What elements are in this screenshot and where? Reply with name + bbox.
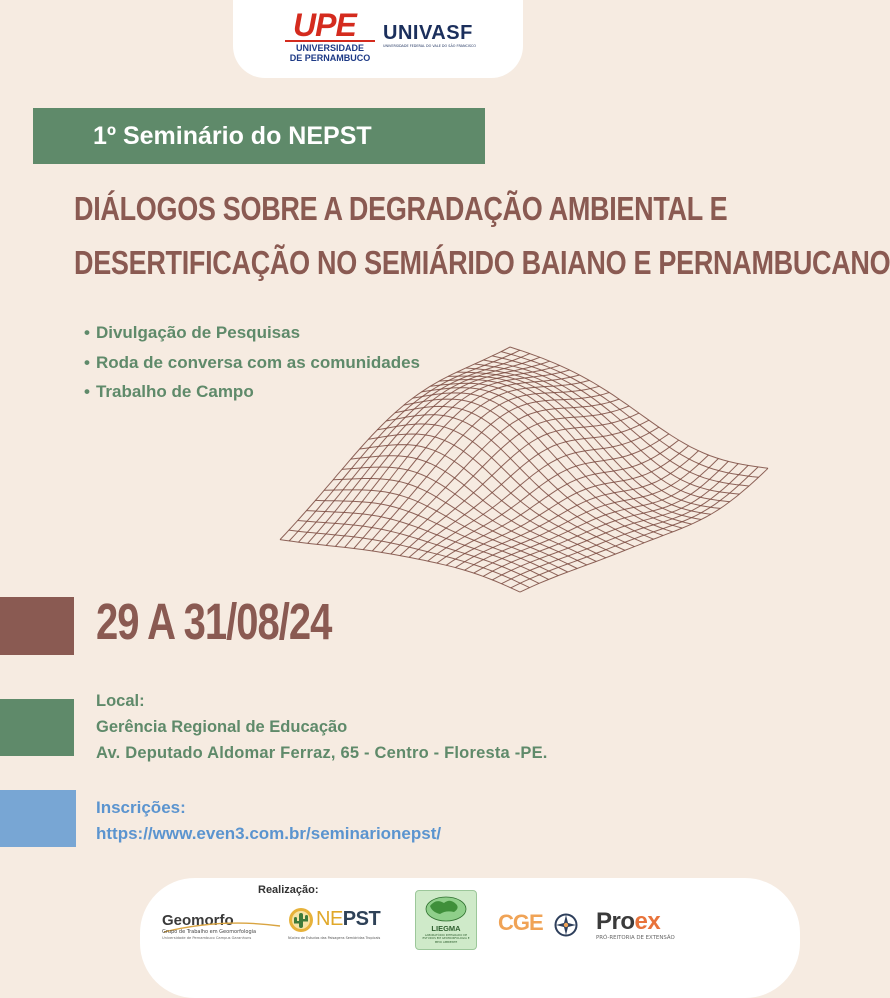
realizacao-label: Realização:: [258, 884, 319, 896]
mesh-line: [483, 461, 728, 576]
nepst-logo-name: [316, 908, 380, 931]
location-label: Local:: [96, 692, 145, 710]
liegma-logo-subtitle: LABORATÓRIO INTEGRADO DE ESTUDOS EM GEOMORFOLOGIA E MEIO AMBIENTE: [422, 933, 470, 944]
registration-accent-block: [0, 790, 76, 847]
nepst-logo-subtitle: Núcleo de Estudos das Paisagens Semiáridas Tropicais: [288, 936, 381, 940]
headline-line-2: DESERTIFICAÇÃO NO SEMIÁRIDO BAIANO E PERNAMBUCANO: [74, 244, 890, 282]
proex-logo-pro: Pro: [596, 908, 635, 935]
geomorfo-logo-subtitle: Grupo de Trabalho em Geomorfologia: [162, 929, 257, 935]
upe-logo-mark: UPE: [293, 7, 356, 43]
liegma-logo: [415, 890, 477, 950]
cge-logo-name: CGE: [498, 910, 543, 935]
earth-grid-mesh-icon: [270, 345, 768, 615]
geomorfo-logo-name: Geomorfo: [162, 912, 234, 929]
geomorfo-logo: [162, 912, 280, 942]
compass-icon: [554, 913, 578, 937]
proex-logo-subtitle: PRÓ-REITORIA DE EXTENSÃO: [596, 935, 675, 941]
headline-line-1: DIÁLOGOS SOBRE A DEGRADAÇÃO AMBIENTAL E: [74, 190, 728, 228]
geomorfo-logo-subtitle-2: Universidade de Pernambuco Campus Garanhuns: [162, 936, 252, 940]
date-accent-block: [0, 597, 74, 655]
bullet-dot: •: [84, 352, 90, 372]
mesh-line: [354, 380, 590, 548]
proex-logo: [596, 908, 696, 948]
list-item-text: Trabalho de Campo: [95, 382, 254, 401]
list-item: [84, 318, 420, 348]
upe-logo-line2: DE PERNAMBUCO: [289, 53, 371, 63]
upe-logo: [285, 8, 375, 64]
univasf-logo: [383, 22, 493, 52]
mesh-line: [428, 434, 669, 561]
top-logo-panel: [233, 0, 523, 78]
upe-logo-line1: UNIVERSIDADE: [285, 40, 375, 53]
mesh-line: [280, 540, 520, 593]
nepst-logo: [288, 906, 388, 946]
location-accent-block: [0, 699, 74, 756]
event-date: 29 A 31/08/24: [96, 594, 332, 651]
location-venue: Gerência Regional de Educação: [96, 718, 348, 736]
registration-label: Inscrições:: [96, 798, 186, 817]
list-item-text: Divulgação de Pesquisas: [95, 323, 301, 342]
location-address: Av. Deputado Aldomar Ferraz, 65 - Centro - Floresta -PE.: [96, 744, 548, 762]
cactus-icon: [288, 907, 314, 933]
bullet-dot: •: [84, 323, 90, 342]
proex-logo-x: ex: [634, 908, 661, 935]
univasf-logo-mark: UNIVASF: [383, 22, 473, 44]
mesh-line: [484, 360, 740, 494]
univasf-logo-subtitle: UNIVERSIDADE FEDERAL DO VALE DO SÃO FRANCISCO: [383, 44, 477, 48]
mesh-line: [511, 467, 758, 588]
event-title: 1º Seminário do NEPST: [93, 122, 372, 150]
globe-icon: [424, 894, 468, 924]
nepst-logo-ne: NE: [316, 908, 343, 930]
registration-link[interactable]: https://www.even3.com.br/seminarionepst/: [96, 824, 442, 843]
list-item-text: Roda de conversa com as comunidades: [95, 352, 421, 372]
proex-logo-name: [596, 908, 660, 936]
nepst-logo-pst: PST: [342, 908, 381, 930]
title-band: [33, 108, 485, 164]
liegma-logo-name: LIEGMA: [431, 924, 461, 933]
bullet-dot: •: [84, 382, 90, 401]
